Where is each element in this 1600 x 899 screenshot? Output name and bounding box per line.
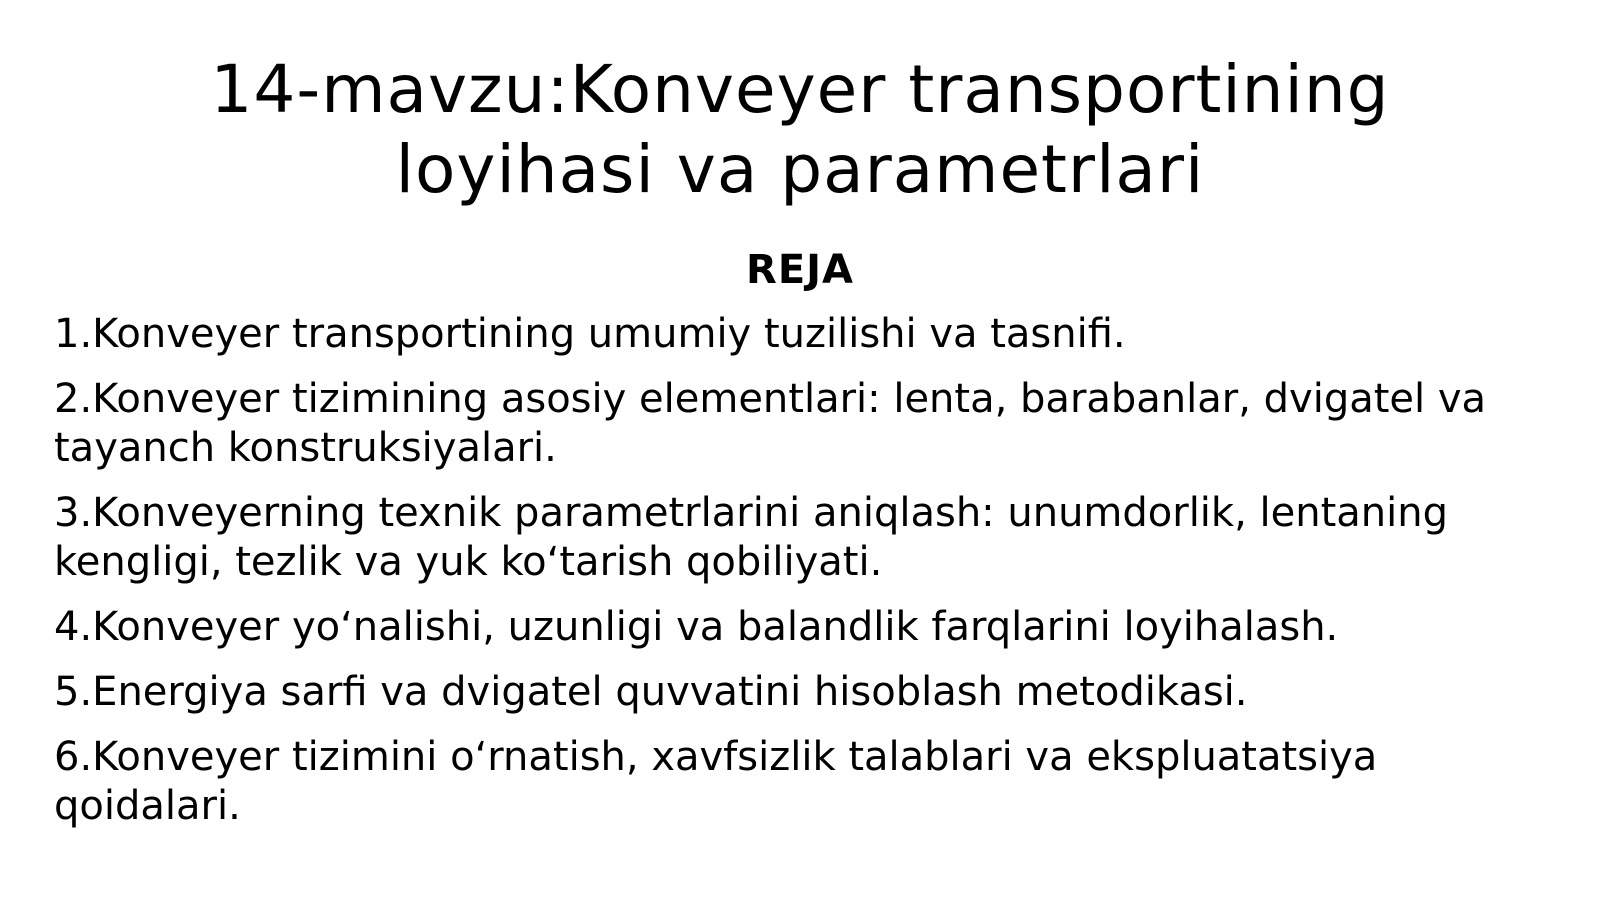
slide-title-line-2: loyihasi va parametrlari (395, 131, 1205, 208)
slide-title (100, 50, 1500, 210)
slide-title-line-1: 14-mavzu:Konveyer transportining (210, 51, 1390, 128)
plan-item-1: 1.Konveyer transportining umumiy tuzilishi va tasnifi. (54, 311, 1126, 357)
plan-item-4: 4.Konveyer yo‘nalishi, uzunligi va balandlik farqlarini loyihalash. (54, 604, 1339, 650)
plan-item-3: 3.Konveyerning texnik parametrlarini aniqlash: unumdorlik, lentaning kengligi, tezlik va yuk ko‘tarish qobiliyati. (54, 490, 1448, 585)
plan-item-2: 2.Konveyer tizimining asosiy elementlari: lenta, barabanlar, dvigatel va tayanch konstruksiyalari. (54, 376, 1487, 471)
plan-item-6: 6.Konveyer tizimini o‘rnatish, xavfsizlik talablari va ekspluatatsiya qoidalari. (54, 734, 1378, 829)
plan-item-5: 5.Energiya sarfi va dvigatel quvvatini hisoblash metodikasi. (54, 669, 1248, 715)
plan-heading: REJA (746, 247, 854, 293)
plan-list (54, 310, 1554, 847)
